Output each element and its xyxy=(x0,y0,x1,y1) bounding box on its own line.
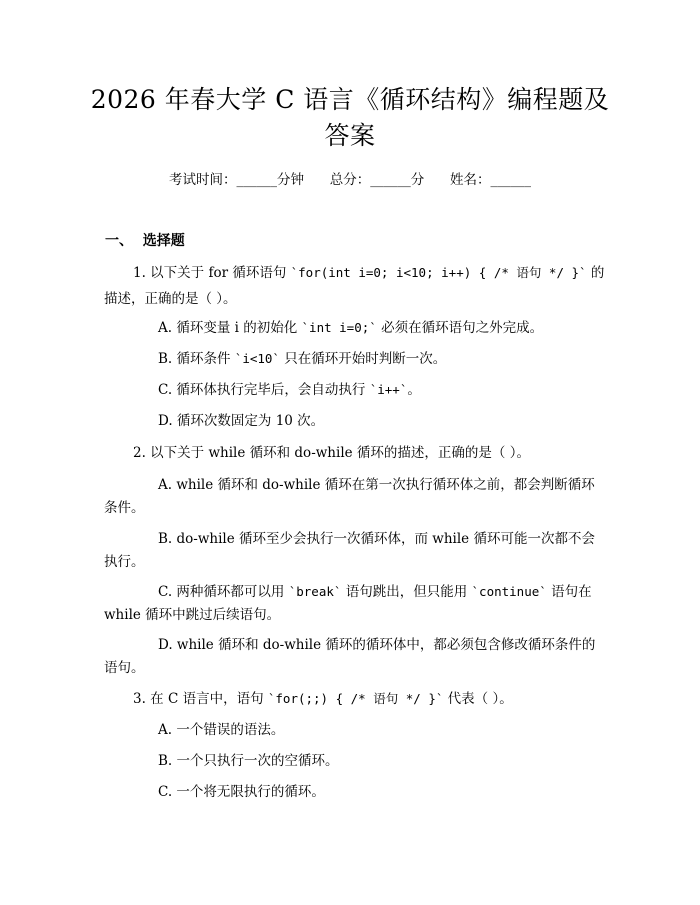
question-1-option-b: B. 循环条件 `i<10` 只在循环开始时判断一次。 xyxy=(158,351,447,367)
question-1-option-c: C. 循环体执行完毕后，会自动执行 `i++`。 xyxy=(158,382,421,398)
question-2-option-a-line-1: A. while 循环和 do-while 循环在第一次执行循环体之前，都会判断循环 xyxy=(158,477,595,493)
section-heading: 一、 选择题 xyxy=(105,233,185,249)
question-1-line-1: 1. 以下关于 for 循环语句 `for(int i=0; i<10; i++) { /* 语句 */ }` 的 xyxy=(133,265,605,281)
question-1-option-d: D. 循环次数固定为 10 次。 xyxy=(158,413,325,429)
question-2-option-a-line-2: 条件。 xyxy=(104,500,145,516)
question-2-option-b-line-1: B. do-while 循环至少会执行一次循环体，而 while 循环可能一次都不会 xyxy=(158,531,595,547)
question-2-line-1: 2. 以下关于 while 循环和 do-while 循环的描述，正确的是（ ）。 xyxy=(133,445,530,461)
question-2-option-d-line-2: 语句。 xyxy=(104,660,145,676)
question-2-option-c-line-2: while 循环中跳过后续语句。 xyxy=(104,607,281,623)
question-2-option-b-line-2: 执行。 xyxy=(104,554,145,570)
question-3-line-1: 3. 在 C 语言中，语句 `for(;;) { /* 语句 */ }` 代表（ ）。 xyxy=(133,691,513,707)
question-2-option-c-line-1: C. 两种循环都可以用 `break` 语句跳出，但只能用 `continue` 语句在 xyxy=(158,584,592,600)
question-3-option-a: A. 一个错误的语法。 xyxy=(158,722,285,738)
document-title xyxy=(90,82,610,154)
question-3-option-b: B. 一个只执行一次的空循环。 xyxy=(158,753,339,769)
question-3-option-c: C. 一个将无限执行的循环。 xyxy=(158,784,325,800)
question-1-line-2: 描述，正确的是（ ）。 xyxy=(104,291,237,307)
exam-meta-line: 考试时间：______分钟 总分：______分 姓名：______ xyxy=(169,172,531,188)
question-2-option-d-line-1: D. while 循环和 do-while 循环的循环体中，都必须包含修改循环条件的 xyxy=(158,637,596,653)
question-1-option-a: A. 循环变量 i 的初始化 `int i=0;` 必须在循环语句之外完成。 xyxy=(158,320,544,336)
title-line-1: 2026 年春大学 C 语言《循环结构》编程题及 xyxy=(90,85,610,114)
title-line-2: 答案 xyxy=(324,121,376,150)
